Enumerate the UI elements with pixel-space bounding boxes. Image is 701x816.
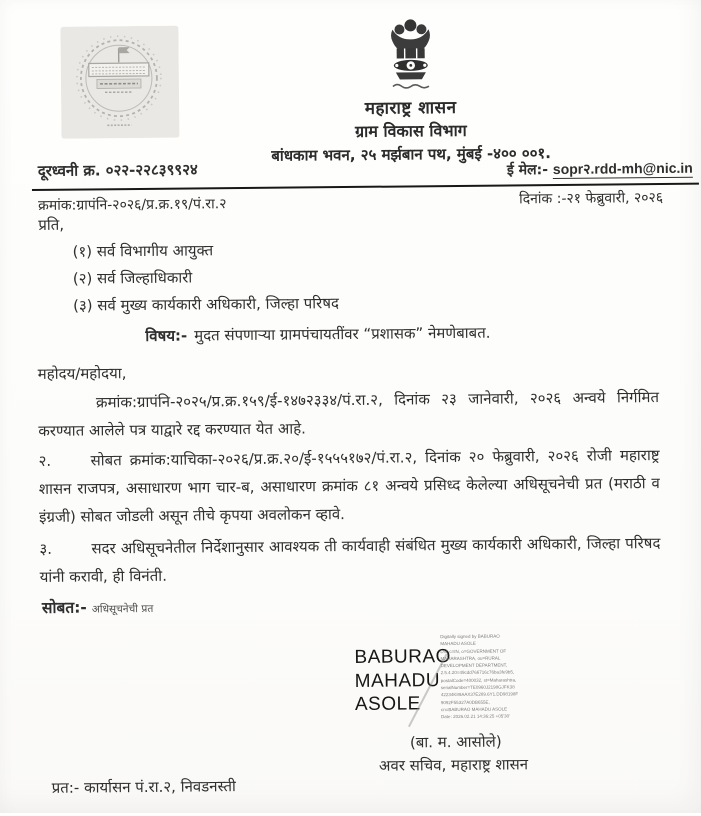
paragraph-text: क्रमांक:ग्रापंनि-२०२५/प्र.क्र.१५९/ई-१४७२३३४/पं.रा.२, दिनांक २३ जानेवारी, २०२६ अन्वये निर्गमित करण्यात आलेले पत्र याद्वारे रद्द करण्यात येत आहे. bbox=[38, 388, 659, 440]
enclosure-label: सोबत:- bbox=[42, 599, 87, 617]
enclosure-line bbox=[42, 595, 154, 618]
recipient-list bbox=[72, 236, 339, 320]
paragraph-number: ३. bbox=[39, 534, 91, 562]
recipient-item: (१) सर्व विभागीय आयुक्त bbox=[72, 236, 338, 266]
body-paragraph-3 bbox=[39, 529, 661, 591]
office-address: बांधकाम भवन, २५ मर्झबान पथ, मुंबई -४०० ००१. bbox=[128, 142, 695, 167]
email-label: ई मेल:- bbox=[507, 162, 548, 178]
email-line bbox=[507, 159, 693, 180]
recipient-item: (२) सर्व जिल्हाधिकारी bbox=[73, 263, 339, 293]
salutation: महोदय/महोदया, bbox=[38, 363, 127, 384]
letterhead bbox=[126, 13, 694, 167]
signatory-designation: अवर सचिव, महाराष्ट्र शासन bbox=[328, 754, 578, 776]
email-address: sopr२.rdd-mh@nic.in bbox=[553, 160, 693, 179]
digital-signature-name: BABURAO MAHADU ASOLE bbox=[354, 645, 451, 716]
phone-number: दूरध्वनी क्र. ०२२-२२८३९९२४ bbox=[38, 159, 198, 181]
recipient-item: (३) सर्व मुख्य कार्यकारी अधिकारी, जिल्हा परिषद bbox=[73, 290, 339, 320]
subject-text: मुदत संपणाऱ्या ग्रामपंचायतींवर “प्रशासक” नेमणेबाबत. bbox=[194, 324, 490, 345]
body-paragraph-1 bbox=[38, 383, 660, 445]
body-paragraph-2 bbox=[38, 441, 660, 531]
ashoka-emblem-icon bbox=[382, 15, 439, 94]
government-title: महाराष्ट्र शासन bbox=[127, 93, 694, 121]
copy-to-line: प्रत:- कार्यासन पं.रा.२, निवडनस्ती bbox=[52, 776, 236, 798]
department-title: ग्राम विकास विभाग bbox=[127, 117, 694, 144]
enclosure-text: अधिसूचनेची प्रत bbox=[92, 603, 154, 616]
subject-line bbox=[145, 321, 662, 346]
subject-label: विषय:- bbox=[145, 327, 187, 345]
to-label: प्रति, bbox=[38, 215, 64, 235]
paragraph-text: सोबत क्रमांक:याचिका-२०२६/प्र.क्र.२०/ई-१५५५१७२/पं.रा.२, दिनांक २० फेब्रुवारी, २०२६ रोजी महाराष्ट्र शासन राजपत्र, असाधारण भाग चार-ब, असाधारण क्रमांक ८१ अन्वये प्रसिध्द केलेल्या अधिसूचनेची प्रत (मराठी व इंग्रजी) सोबत जोडली असून तीचे कृपया अवलोकन व्हावे. bbox=[39, 446, 660, 526]
reference-number: क्रमांक:ग्रापंनि-२०२६/प्र.क्र.१९/पं.रा.२ bbox=[38, 194, 227, 215]
signatory-short-name: (बा. म. आसोले) bbox=[343, 731, 568, 753]
paragraph-number: २. bbox=[38, 446, 90, 474]
letter-date: दिनांक :-२१ फेब्रुवारी, २०२६ bbox=[519, 188, 663, 208]
digital-signature-certificate-text: Digitally signed by BABURAO MAHADU ASOLE DN: c=IN, o=GOVERNMENT OF MAHARASHTRA, ou=RURAL DEVELOPMENT DEPARTMENT, 2.5.4.20=49cdd766716c76ba3fe9b5, postalCode=400032, st=Maharashtra, serialNumber=TE0960J2198GJFK38 42234K89AAX37E289.6Y1.DD98198F 9092F55327A0DB655E, cn=BABURAO MAHADU ASOLE Date: 2026.02.21 14:36:25 +05'30' bbox=[440, 632, 547, 721]
paragraph-text: सदर अधिसूचनेतील निर्देशानुसार आवश्यक ती कार्यवाही संबंधित मुख्य कार्यकारी अधिकारी, जिल्हा परिषद यांनी करावी, ही विनंती. bbox=[40, 534, 661, 586]
